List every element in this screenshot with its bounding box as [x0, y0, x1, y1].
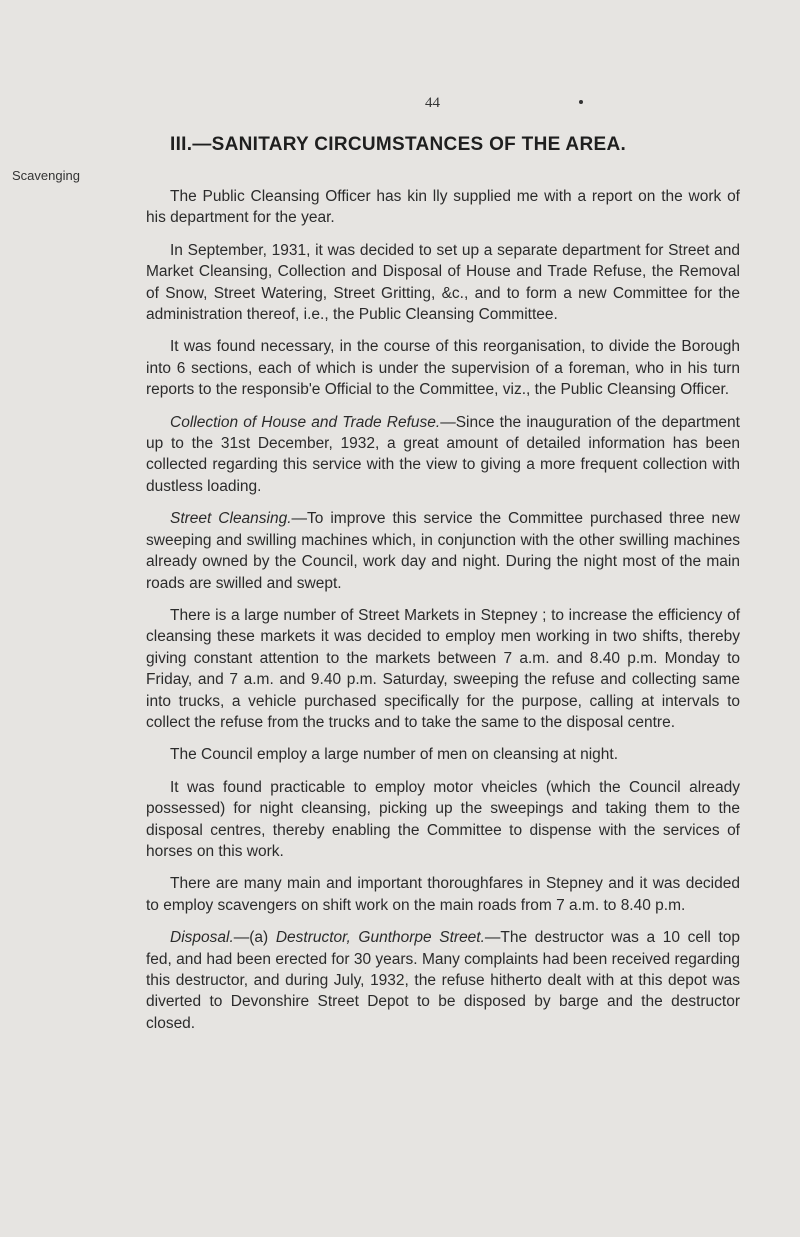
paragraph-text: There is a large number of Street Markets in Stepney ; to increase the efficiency of cleansing these markets it was decided to employ men working in two shifts, thereby giving constant attention to the markets between 7 a.m. and 8.40 p.m. Monday to Friday, and 7 a.m. and 9.40 p.m. Saturday, sweeping the refuse and collecting same into trucks, a vehicle purchased specifically for the purpose, calling at intervals to collect the refuse from the trucks and to take the same to the disposal centre. — [146, 606, 740, 731]
paragraph-text: The Public Cleansing Officer has kin lly supplied me with a report on the work of his department for the year. — [146, 188, 740, 227]
paragraph-subheading: Disposal. — [170, 929, 234, 947]
paragraph-text: —Since the inauguration of the department up to the 31st December, 1932, a great amount of detailed information has been collected regarding this service with the view to giving a more frequent collection with dustless loading. — [146, 413, 740, 495]
paragraph — [146, 744, 740, 765]
paragraph-text: There are many main and important thoroughfares in Stepney and it was decided to employ scavengers on shift work on the main roads from 7 a.m. to 8.40 p.m. — [146, 875, 740, 914]
paragraph-text: In September, 1931, it was decided to set up a separate department for Street and Market Cleansing, Collection and Disposal of House and Trade Refuse, the Removal of Snow, Street Watering, Street Gritting, &c., and to form a new Committee for the administration thereof, i.e., the Public Cleansing Committee. — [146, 241, 740, 324]
body-text — [146, 186, 740, 1045]
paragraph — [146, 336, 740, 400]
paragraph-text: It was found necessary, in the course of this reorganisation, to divide the Borough into 6 sections, each of which is under the supervision of a foreman, who in his turn reports to the responsib'e Official to the Committee, viz., the Public Cleansing Officer. — [146, 338, 740, 399]
paragraph-text: —The destructor was a 10 cell top fed, and had been erected for 30 years. Many complaints had been received regarding this destructor, and during July, 1932, the refuse hitherto dealt with at this depot was diverted to Devonshire Street Depot to be disposed by barge and the destructor closed. — [146, 929, 741, 1032]
paragraph-subheading: Collection of House and Trade Refuse. — [170, 413, 441, 431]
section-heading: III.—SANITARY CIRCUMSTANCES OF THE AREA. — [170, 134, 627, 155]
paragraph — [146, 412, 740, 498]
paragraph — [146, 605, 740, 733]
paragraph-text: —(a) — [233, 929, 276, 947]
margin-note: Scavenging — [12, 168, 80, 183]
paragraph-subheading: Destructor, Gunthorpe Street. — [275, 929, 485, 947]
page-number: 44 — [425, 95, 440, 111]
paragraph-text: —To improve this service the Committee purchased three new sweeping and swilling machines which, in conjunction with the other swilling machines already owned by the Council, work day and night. During the night most of the main roads are swilled and swept. — [146, 510, 740, 592]
paragraph — [146, 186, 740, 229]
paragraph-text: It was found practicable to employ motor vheicles (which the Council already possessed) for night cleansing, picking up the sweepings and taking them to the disposal centres, thereby enabling the Committee to dispense with the services of horses on this work. — [146, 778, 740, 860]
paragraph — [146, 508, 740, 594]
paragraph-subheading: Street Cleansing. — [170, 510, 292, 528]
page-mark — [579, 100, 583, 104]
paragraph — [146, 240, 740, 326]
paragraph — [146, 873, 740, 916]
paragraph — [146, 927, 740, 1034]
paragraph — [146, 777, 740, 863]
paragraph-text: The Council employ a large number of men on cleansing at night. — [170, 746, 619, 764]
